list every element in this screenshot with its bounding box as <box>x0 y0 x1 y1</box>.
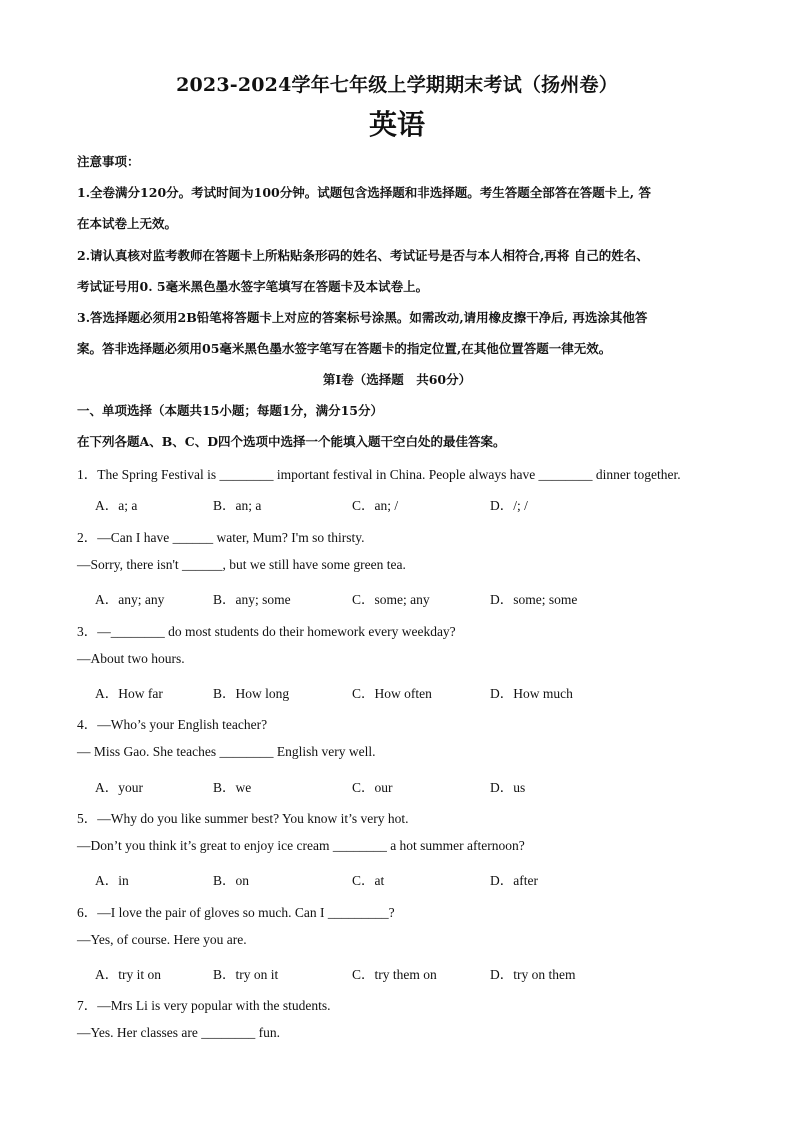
option-b: B．an; a <box>213 498 262 513</box>
notes-line: 1.全卷满分120分。考试时间为100分钟。试题包含选择题和非选择题。考生答题全部答在答题卡上, 答 <box>77 185 651 200</box>
option-a: A．How far <box>95 686 163 701</box>
option-a: A．in <box>95 873 129 888</box>
option-d: D．some; some <box>490 592 578 607</box>
option-b: B．on <box>213 873 250 888</box>
section-instruction: 在下列各题A、B、C、D四个选项中选择一个能填入题干空白处的最佳答案。 <box>77 434 506 449</box>
option-c: C．our <box>352 780 393 795</box>
option-a: A．your <box>95 780 143 795</box>
option-a: A．any; any <box>95 592 165 607</box>
option-a: A．a; a <box>95 498 138 513</box>
option-b: B．we <box>213 780 252 795</box>
section-heading: 一、单项选择（本题共15小题；每题1分，满分15分） <box>77 403 383 418</box>
question-line: —Sorry, there isn't ______, but we still have some green tea. <box>77 557 406 572</box>
option-c: C．an; / <box>352 498 399 513</box>
option-d: D．/; / <box>490 498 528 513</box>
question-line: — Miss Gao. She teaches ________ English very well. <box>77 744 376 759</box>
part-heading: 第I卷（选择题 共60分） <box>322 372 472 387</box>
option-c: C．try them on <box>352 967 437 982</box>
question-line: —Yes, of course. Here you are. <box>77 932 247 947</box>
option-d: D．after <box>490 873 538 888</box>
option-d: D．try on them <box>490 967 576 982</box>
question-line: —Don’t you think it’s great to enjoy ice cream ________ a hot summer afternoon? <box>77 838 525 853</box>
option-b: B．try on it <box>213 967 279 982</box>
question-line: 6．—I love the pair of gloves so much. Can I _________? <box>77 905 395 920</box>
option-b: B．How long <box>213 686 290 701</box>
option-d: D．How much <box>490 686 573 701</box>
question-line: 1．The Spring Festival is ________ important festival in China. People always have ________ dinner together. <box>77 467 681 482</box>
notes-line: 3.答选择题必须用2B铅笔将答题卡上对应的答案标号涂黑。如需改动,请用橡皮擦干净后, 再选涂其他答 <box>77 310 648 325</box>
notes-heading: 注意事项： <box>77 154 140 169</box>
question-line: 4．—Who’s your English teacher? <box>77 717 268 732</box>
option-a: A．try it on <box>95 967 161 982</box>
question-line: —Yes. Her classes are ________ fun. <box>77 1025 280 1040</box>
notes-line: 考试证号用0. 5毫米黑色墨水签字笔填写在答题卡及本试卷上。 <box>77 279 429 294</box>
question-line: 7．—Mrs Li is very popular with the students. <box>77 998 331 1013</box>
notes-line: 案。答非选择题必须用05毫米黑色墨水签字笔写在答题卡的指定位置,在其他位置答题一律无效。 <box>77 341 612 356</box>
option-b: B．any; some <box>213 592 291 607</box>
question-line: 3．—________ do most students do their homework every weekday? <box>77 624 456 639</box>
subject-title: 英语 <box>368 108 425 141</box>
question-line: 5．—Why do you like summer best? You know it’s very hot. <box>77 811 409 826</box>
question-line: —About two hours. <box>77 651 185 666</box>
notes-line: 2.请认真核对监考教师在答题卡上所粘贴条形码的姓名、考试证号是否与本人相符合,再将 自己的姓名、 <box>77 248 649 263</box>
exam-title: 2023-2024学年七年级上学期期末考试（扬州卷） <box>176 74 618 96</box>
option-c: C．How often <box>352 686 432 701</box>
option-c: C．at <box>352 873 385 888</box>
option-d: D．us <box>490 780 526 795</box>
notes-line: 在本试卷上无效。 <box>77 216 178 231</box>
question-line: 2．—Can I have ______ water, Mum? I'm so thirsty. <box>77 530 365 545</box>
option-c: C．some; any <box>352 592 430 607</box>
